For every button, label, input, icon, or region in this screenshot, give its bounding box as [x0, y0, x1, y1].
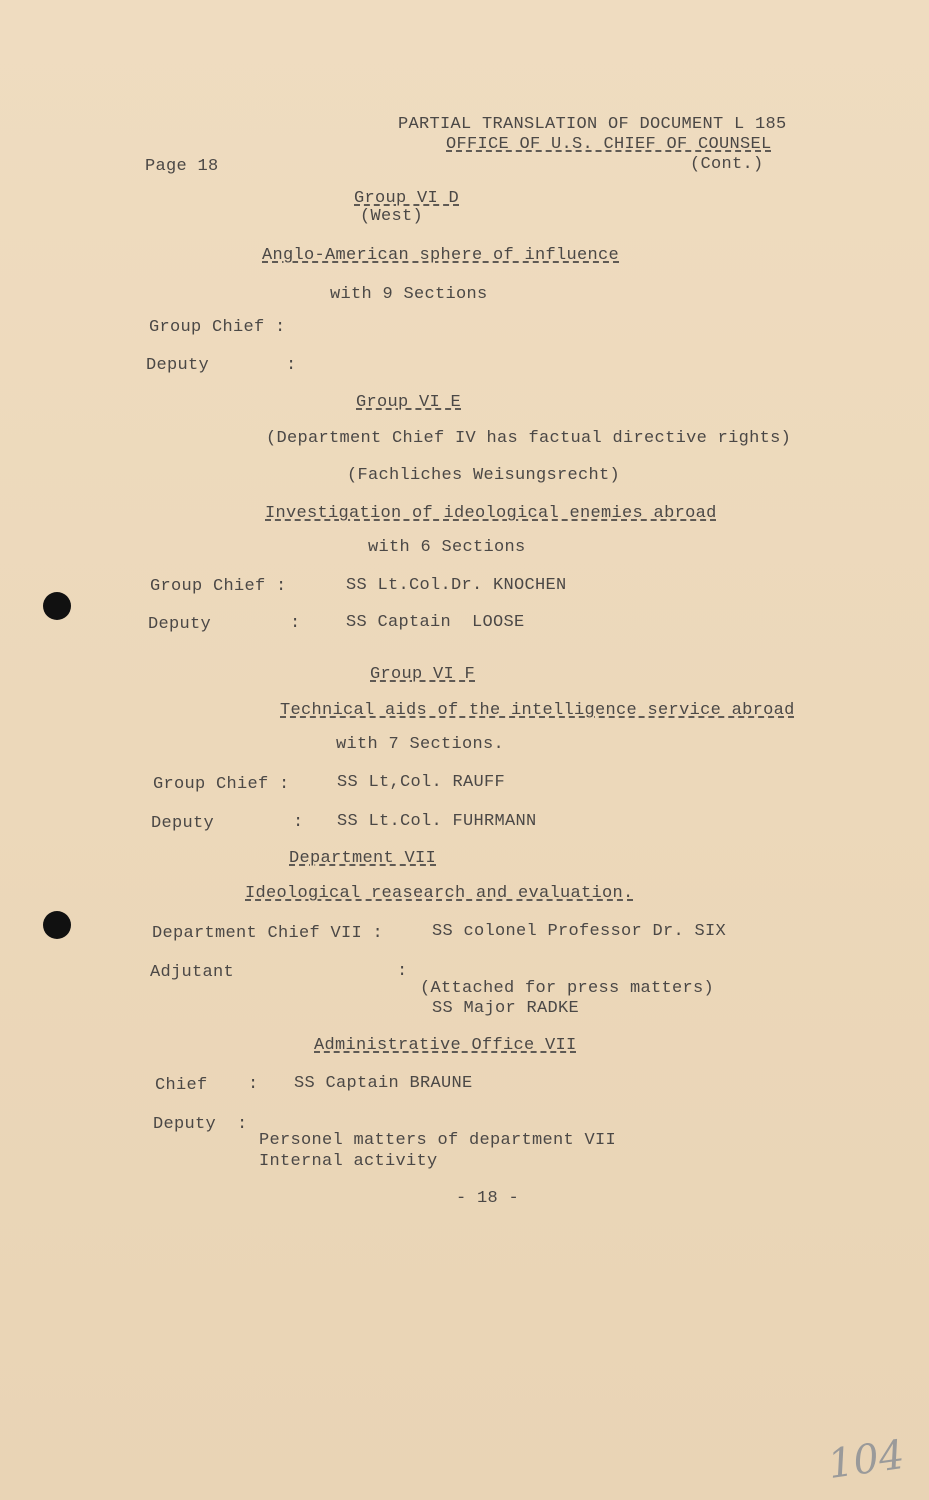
- department-vii-adjutant-colon: :: [397, 962, 408, 981]
- group-vi-d-deputy-colon: :: [286, 356, 297, 375]
- group-vi-e-deputy-label: Deputy: [148, 615, 212, 634]
- group-vi-e-deputy-value: SS Captain LOOSE: [346, 613, 525, 632]
- group-vi-e-note2: (Fachliches Weisungsrecht): [347, 466, 621, 485]
- document-title: PARTIAL TRANSLATION OF DOCUMENT L 185: [398, 115, 787, 134]
- group-vi-f-chief-label: Group Chief :: [153, 775, 290, 794]
- department-vii-chief-value: SS colonel Professor Dr. SIX: [432, 922, 727, 941]
- group-vi-e-chief-label: Group Chief :: [150, 577, 287, 596]
- office-title: OFFICE OF U.S. CHIEF OF COUNSEL: [446, 135, 772, 154]
- admin-office-vii-title: Administrative Office VII: [314, 1036, 577, 1055]
- department-vii-adjutant-value: SS Major RADKE: [432, 999, 580, 1018]
- department-vii-adjutant-note: (Attached for press matters): [420, 979, 715, 998]
- group-vi-f-deputy-label: Deputy: [151, 814, 215, 833]
- department-vii-title: Department VII: [289, 849, 437, 868]
- group-vi-f-deputy-colon: :: [293, 813, 304, 832]
- department-vii-adjutant-label: Adjutant: [150, 963, 235, 982]
- group-vi-d-chief-label: Group Chief :: [149, 318, 286, 337]
- group-vi-d-title: Group VI D: [354, 189, 460, 208]
- admin-office-vii-duty1: Personel matters of department VII: [259, 1131, 617, 1150]
- group-vi-e-chief-value: SS Lt.Col.Dr. KNOCHEN: [346, 576, 567, 595]
- group-vi-e-deputy-colon: :: [290, 614, 301, 633]
- group-vi-f-sections: with 7 Sections.: [336, 735, 505, 754]
- group-vi-f-description: Technical aids of the intelligence service abroad: [280, 701, 795, 720]
- admin-office-vii-chief-value: SS Captain BRAUNE: [294, 1074, 473, 1093]
- department-vii-chief-label: Department Chief VII :: [152, 924, 384, 943]
- group-vi-d-subtitle: (West): [360, 207, 424, 226]
- group-vi-d-sections: with 9 Sections: [330, 285, 488, 304]
- cont-label: (Cont.): [690, 155, 764, 174]
- group-vi-e-title: Group VI E: [356, 393, 462, 412]
- page-number: - 18 -: [456, 1189, 520, 1208]
- punch-hole-bottom: [43, 911, 71, 939]
- group-vi-e-note1: (Department Chief IV has factual directive rights): [266, 429, 792, 448]
- group-vi-d-description: Anglo-American sphere of influence: [262, 246, 620, 265]
- department-vii-description: Ideological reasearch and evaluation.: [245, 884, 634, 903]
- admin-office-vii-deputy-label: Deputy :: [153, 1115, 248, 1134]
- group-vi-e-sections: with 6 Sections: [368, 538, 526, 557]
- admin-office-vii-chief-colon: :: [248, 1075, 259, 1094]
- group-vi-f-chief-value: SS Lt,Col. RAUFF: [337, 773, 506, 792]
- admin-office-vii-chief-label: Chief: [155, 1076, 208, 1095]
- group-vi-f-title: Group VI F: [370, 665, 476, 684]
- group-vi-d-deputy-label: Deputy: [146, 356, 210, 375]
- group-vi-f-deputy-value: SS Lt.Col. FUHRMANN: [337, 812, 537, 831]
- admin-office-vii-duty2: Internal activity: [259, 1152, 438, 1171]
- group-vi-e-description: Investigation of ideological enemies abroad: [265, 504, 717, 523]
- handwritten-page-number: 104: [825, 1431, 908, 1489]
- punch-hole-top: [43, 592, 71, 620]
- page-label: Page 18: [145, 157, 219, 176]
